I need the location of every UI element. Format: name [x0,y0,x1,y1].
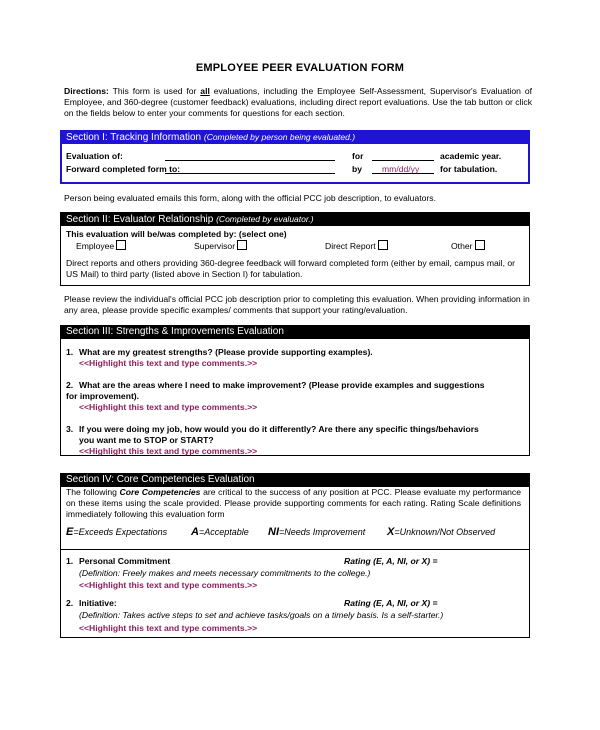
item2-rating[interactable]: Rating (E, A, NI, or X) = [344,598,438,608]
item1-rating[interactable]: Rating (E, A, NI, or X) = [344,556,438,566]
eval-of-field[interactable] [165,160,335,161]
scale-x-key: X [387,526,395,538]
completed-by-label: This evaluation will be/was completed by: (select one) [66,229,287,239]
option-employee[interactable] [76,240,126,252]
section3-title: Section III: Strengths & Improvements Evaluation [66,326,284,337]
other-checkbox[interactable] [475,240,485,250]
scale-ni-label: =Needs Improvement [279,527,366,537]
scale-a-key: A [191,526,199,538]
option-direct-report[interactable] [325,240,388,252]
year-field[interactable] [372,160,434,161]
for-label: for [352,151,364,161]
option-employee-label: Employee [76,241,115,251]
item1-name: Personal Commitment [79,556,171,566]
section1-title: Section I: Tracking Information [66,132,202,143]
scale-e [66,527,167,538]
q1-hint[interactable]: <<Highlight this text and type comments.>> [79,358,258,368]
by-label: by [352,164,363,174]
item2-name: Initiative: [79,598,117,608]
directions-all: all [200,86,210,96]
tabulation-label: for tabulation. [440,164,498,174]
eval-of-label: Evaluation of: [66,151,123,161]
email-note: Person being evaluated emails this form, along with the official PCC job description, to evaluators. [64,193,436,203]
q1-text: What are my greatest strengths? (Please provide supporting examples). [79,347,373,357]
q3-text-line2: you want me to STOP or START? [79,435,214,445]
scale-a-label: =Acceptable [198,527,249,537]
employee-checkbox[interactable] [116,240,126,250]
section4-intro-core: Core Competencies [119,487,201,497]
item2-hint[interactable]: <<Highlight this text and type comments.>> [79,623,258,633]
item1-definition: (Definition: Freely makes and meets necessary commitments to the college.) [79,568,371,578]
supervisor-checkbox[interactable] [237,240,247,250]
option-supervisor[interactable] [194,240,247,252]
q3-text-line1: If you were doing my job, how would you do it differently? Are there any specific things/behaviors [79,424,479,434]
forward-to-label: Forward completed form to: [66,164,181,174]
item1-hint[interactable]: <<Highlight this text and type comments.>> [79,580,258,590]
section4-divider [61,549,529,550]
item2-number: 2. [66,598,74,608]
section2-note-text: Direct reports and others providing 360-degree feedback will forward completed form (either by email, campus mail, or US Mail) to third party (listed above in Section I) for tabulation. [66,258,515,279]
date-placeholder[interactable]: mm/dd/yy [382,164,420,174]
item2-definition: (Definition: Takes active steps to set and achieve tasks/goals on a timely basis. Is a self-starter.) [79,610,444,620]
section4-header [60,473,530,487]
option-supervisor-label: Supervisor [194,241,236,251]
scale-x-label: =Unknown/Not Observed [394,527,496,537]
scale-e-key: E [66,526,74,538]
option-other-label: Other [451,241,473,251]
scale-a [191,527,249,538]
section2-title: Section II: Evaluator Relationship [66,214,214,225]
scale-x [387,527,495,538]
review-note: Please review the individual's official PCC job description prior to completing this evaluation. When providing information in any area, please provide specific examples/ comments that support your rating/evaluation. [64,294,530,315]
section1-header [60,130,530,144]
form-title: EMPLOYEE PEER EVALUATION FORM [195,62,405,74]
section2-note: (Completed by evaluator.) [216,214,314,224]
q2-text-line2: for improvement). [66,391,140,401]
directions-text [64,86,532,119]
section4-title: Section IV: Core Competencies Evaluation [66,474,255,485]
q3-hint[interactable]: <<Highlight this text and type comments.>> [79,446,258,456]
item1-number: 1. [66,556,74,566]
scale-ni-key: NI [268,526,279,538]
academic-year-label: academic year. [440,151,502,161]
q2-hint[interactable]: <<Highlight this text and type comments.>> [79,402,258,412]
q2-text-line1: What are the areas where I need to make improvement? (Please provide examples and suggestions [79,380,485,390]
option-other[interactable] [451,240,485,252]
section4-intro [66,487,521,520]
scale-e-label: =Exceeds Expectations [73,527,168,537]
option-direct-report-label: Direct Report [325,241,376,251]
section4-intro-a: The following [66,487,120,497]
section4-intro-b: are critical to the success of any position at PCC. Please evaluate my performance on these items using the scale provided. Please provide supporting comments for each rating. Rating Scale definitions immediately following this evaluation form [66,487,521,519]
direct-report-checkbox[interactable] [378,240,388,250]
directions-label: Directions: [64,86,109,96]
q3-number: 3. [66,424,74,434]
scale-ni [268,527,365,538]
section3-header [60,325,530,339]
directions-part1: This form is used for [108,86,201,96]
q1-number: 1. [66,347,74,357]
directions-part2: evaluations, including the Employee Self-Assessment, Supervisor's Evaluation of Employee, and 360-degree (customer feedback) evaluations, including direct report evaluations. Use the tab button or click on the fields below to enter your comments for questions for each section. [64,86,532,118]
section1-note: (Completed by person being evaluated.) [203,132,356,142]
q2-number: 2. [66,380,74,390]
forward-to-field[interactable] [165,173,335,174]
section2-header [60,212,530,226]
